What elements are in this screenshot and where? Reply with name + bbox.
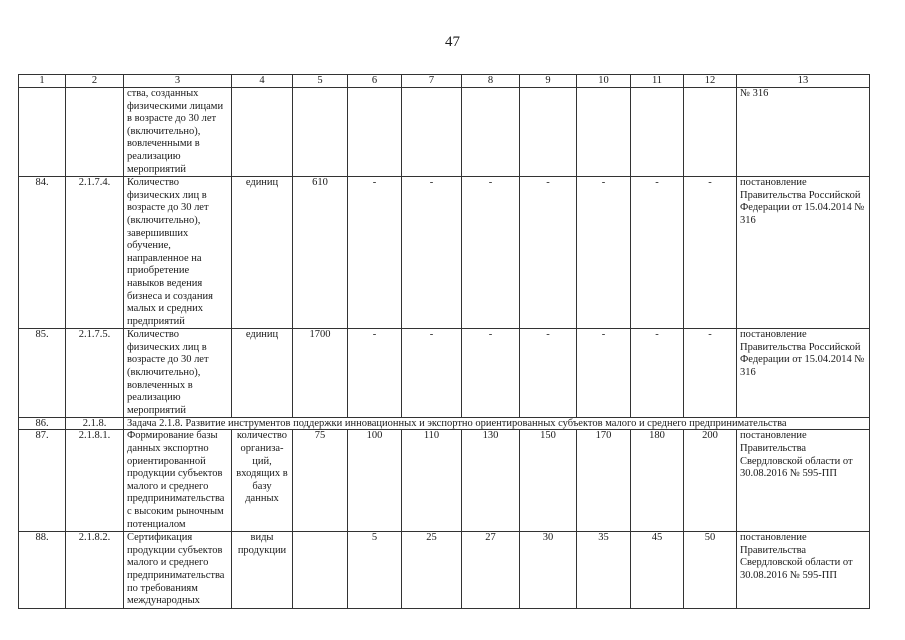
task-row	[19, 418, 870, 430]
value-cell: -	[462, 177, 520, 329]
value-cell: -	[577, 177, 631, 329]
value-cell: 130	[462, 430, 520, 532]
column-header: 3	[124, 75, 232, 88]
row-number	[19, 88, 66, 177]
value-cell: -	[684, 177, 737, 329]
row-number: 88.	[19, 532, 66, 609]
value-cell: -	[520, 329, 577, 418]
table-row	[19, 177, 870, 329]
indicator-name: Количество физических лиц в возрасте до 30 лет (включительно), вовлеченных в реализацию мероприятий	[124, 329, 232, 418]
value-cell: -	[402, 177, 462, 329]
value-cell	[631, 88, 684, 177]
value-cell: -	[631, 177, 684, 329]
value-cell: 170	[577, 430, 631, 532]
row-code	[66, 88, 124, 177]
table-row	[19, 88, 870, 177]
row-number: 85.	[19, 329, 66, 418]
page-number: 47	[445, 34, 460, 50]
value-cell: 30	[520, 532, 577, 609]
unit: единиц	[232, 329, 293, 418]
column-header: 8	[462, 75, 520, 88]
task-title: Задача 2.1.8. Развитие инструментов поддержки инновационных и экспортно ориентированных субъектов малого и среднего предпринимательства	[124, 418, 870, 430]
value-cell: 200	[684, 430, 737, 532]
source-document: постановление Правительства Свердловской области от 30.08.2016 № 595-ПП	[737, 430, 870, 532]
source-document: № 316	[737, 88, 870, 177]
value-cell	[577, 88, 631, 177]
row-code: 2.1.7.5.	[66, 329, 124, 418]
value-cell	[520, 88, 577, 177]
value-cell: 150	[520, 430, 577, 532]
value-cell	[293, 88, 348, 177]
source-document: постановление Правительства Свердловской области от 30.08.2016 № 595-ПП	[737, 532, 870, 609]
row-number: 84.	[19, 177, 66, 329]
value-cell	[462, 88, 520, 177]
value-cell: 25	[402, 532, 462, 609]
value-cell: 50	[684, 532, 737, 609]
value-cell: 1700	[293, 329, 348, 418]
column-header: 7	[402, 75, 462, 88]
value-cell: -	[348, 329, 402, 418]
row-code: 2.1.8.	[66, 418, 124, 430]
source-document: постановление Правительства Российской Федерации от 15.04.2014 № 316	[737, 329, 870, 418]
column-header: 13	[737, 75, 870, 88]
value-cell	[684, 88, 737, 177]
value-cell: -	[684, 329, 737, 418]
table-header-row	[19, 75, 870, 88]
indicator-name: ства, созданных физическими лицами в возрасте до 30 лет (включительно), вовлеченными в реализацию мероприятий	[124, 88, 232, 177]
column-header: 5	[293, 75, 348, 88]
value-cell	[293, 532, 348, 609]
row-code: 2.1.8.2.	[66, 532, 124, 609]
value-cell: 110	[402, 430, 462, 532]
unit: единиц	[232, 177, 293, 329]
indicator-name: Формирование базы данных экспортно ориентированной продукции субъектов малого и среднего предпринимательства с высоким рыночным потенциалом	[124, 430, 232, 532]
indicators-table	[18, 74, 870, 609]
value-cell: 180	[631, 430, 684, 532]
value-cell: 5	[348, 532, 402, 609]
table-row	[19, 532, 870, 609]
value-cell: 75	[293, 430, 348, 532]
value-cell: -	[520, 177, 577, 329]
value-cell: 35	[577, 532, 631, 609]
value-cell: 45	[631, 532, 684, 609]
column-header: 10	[577, 75, 631, 88]
value-cell: -	[462, 329, 520, 418]
column-header: 11	[631, 75, 684, 88]
value-cell: 610	[293, 177, 348, 329]
value-cell	[402, 88, 462, 177]
indicator-name: Количество физических лиц в возрасте до 30 лет (включительно), завершивших обучение, направленное на приобретение навыков ведения бизнеса и создания малых и средних предприятий	[124, 177, 232, 329]
indicator-name: Сертификация продукции субъектов малого и среднего предпринимательства по требованиям международных	[124, 532, 232, 609]
value-cell: -	[631, 329, 684, 418]
value-cell: 27	[462, 532, 520, 609]
column-header: 9	[520, 75, 577, 88]
source-document: постановление Правительства Российской Федерации от 15.04.2014 № 316	[737, 177, 870, 329]
row-number: 87.	[19, 430, 66, 532]
unit: виды продукции	[232, 532, 293, 609]
value-cell: -	[348, 177, 402, 329]
table-row	[19, 430, 870, 532]
column-header: 6	[348, 75, 402, 88]
unit: количество организа-ций, входящих в базу данных	[232, 430, 293, 532]
column-header: 4	[232, 75, 293, 88]
value-cell: 100	[348, 430, 402, 532]
value-cell: -	[577, 329, 631, 418]
row-code: 2.1.8.1.	[66, 430, 124, 532]
column-header: 2	[66, 75, 124, 88]
table-row	[19, 329, 870, 418]
row-code: 2.1.7.4.	[66, 177, 124, 329]
value-cell: -	[402, 329, 462, 418]
column-header: 1	[19, 75, 66, 88]
column-header: 12	[684, 75, 737, 88]
row-number: 86.	[19, 418, 66, 430]
unit	[232, 88, 293, 177]
value-cell	[348, 88, 402, 177]
